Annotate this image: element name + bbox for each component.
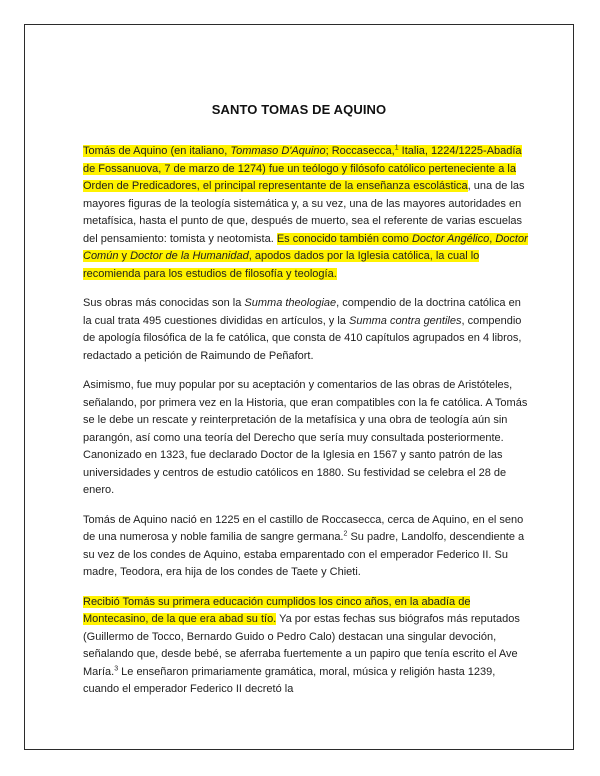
document-title: SANTO TOMAS DE AQUINO xyxy=(211,102,387,117)
paragraph-3: Asimismo, fue muy popular por su aceptación y comentarios de las obras de Aristóteles, señalando, por primera vez en la Historia, que eran compatibles con la fe católica. A Tomás se le debe un rescate y reinterpretación de la metafísica y una obra de teología aún sin parangón, así como una teoría del Derecho que sería muy consultada posteriormente. Canonizado en 1323, fue declarado Doctor de la Iglesia en 1567 y santo patrón de las universidades y centros de estudio católicos en 1880. Su festividad se celebra el 28 de enero. xyxy=(83,379,528,496)
footnote-ref[interactable]: 3 xyxy=(114,664,119,672)
document-page xyxy=(24,24,574,750)
document-body xyxy=(83,143,530,711)
footnote-ref[interactable]: 2 xyxy=(343,530,348,538)
highlight-2: Es conocido también como Doctor Angélico, Doctor Común y Doctor de la Humanidad, apodos dados por la Iglesia católica, la cual lo recomienda para los estudios de filosofía y teología. xyxy=(83,232,528,280)
paragraph-4: Tomás de Aquino nació en 1225 en el castillo de Roccasecca, cerca de Aquino, en el seno de una numerosa y noble familia de sangre germana.$^2$ Su padre, Landolfo, descendiente a su vez de los condes de Aquino, estaba emparentado con el emperador Federico II. Su madre, Teodora, era hija de los condes de Taete y Chieti. xyxy=(83,513,525,578)
footnote-ref[interactable]: 1 xyxy=(394,144,399,152)
paragraph-1: Tomás de Aquino (en italiano, Tommaso D'Aquino; Roccasecca,$^1$ Italia, 1224/1225-Abadía de Fossanuova, 7 de marzo de 1274) fue un teólogo y filósofo católico perteneciente a la Orden de Predicadores, el principal representante de la enseñanza escolástica, una de las mayores figuras de la teología sistemática y, a su vez, una de las mayores autoridades en metafísica, hasta el punto de que, después de muerto, sea el referente de varias escuelas del pensamiento: tomista y neotomista. Es conocido también como Doctor Angélico, Doctor Común y Doctor de la Humanidad, apodos dados por la Iglesia católica, la cual lo recomienda para los estudios de filosofía y teología. xyxy=(83,144,528,280)
highlight-1: Tomás de Aquino (en italiano, Tommaso D'Aquino; Roccasecca,$^1$ Italia, 1224/1225-Abadía de Fossanuova, 7 de marzo de 1274) fue un teólogo y filósofo católico perteneciente a la Orden de Predicadores, el principal representante de la enseñanza escolástica xyxy=(83,144,522,192)
paragraph-2: Sus obras más conocidas son la Summa theologiae, compendio de la doctrina católica en la cual trata 495 cuestiones divididas en artículos, y la Summa contra gentiles, compendio de apología filosófica de la fe católica, que consta de 410 capítulos agrupados en 4 libros, redactado a petición de Raimundo de Peñafort. xyxy=(83,297,522,362)
paragraph-5: Recibió Tomás su primera educación cumplidos los cinco años, en la abadía de Montecasino, de la que era abad su tío. Ya por estas fechas sus biógrafos más reputados (Guillermo de Tocco, Bernardo Guido o Pedro Calo) destacan una singular devoción, señalando que, desde bebé, se aferraba fuertemente a un papiro que tenía escrito el Ave María.$^3$ Le enseñaron primariamente gramática, moral, música y religión hasta 1239, cuando el emperador Federico II decretó la xyxy=(83,595,520,695)
highlight-3: Recibió Tomás su primera educación cumplidos los cinco años, en la abadía de Montecasino, de la que era abad su tío. xyxy=(83,595,471,625)
